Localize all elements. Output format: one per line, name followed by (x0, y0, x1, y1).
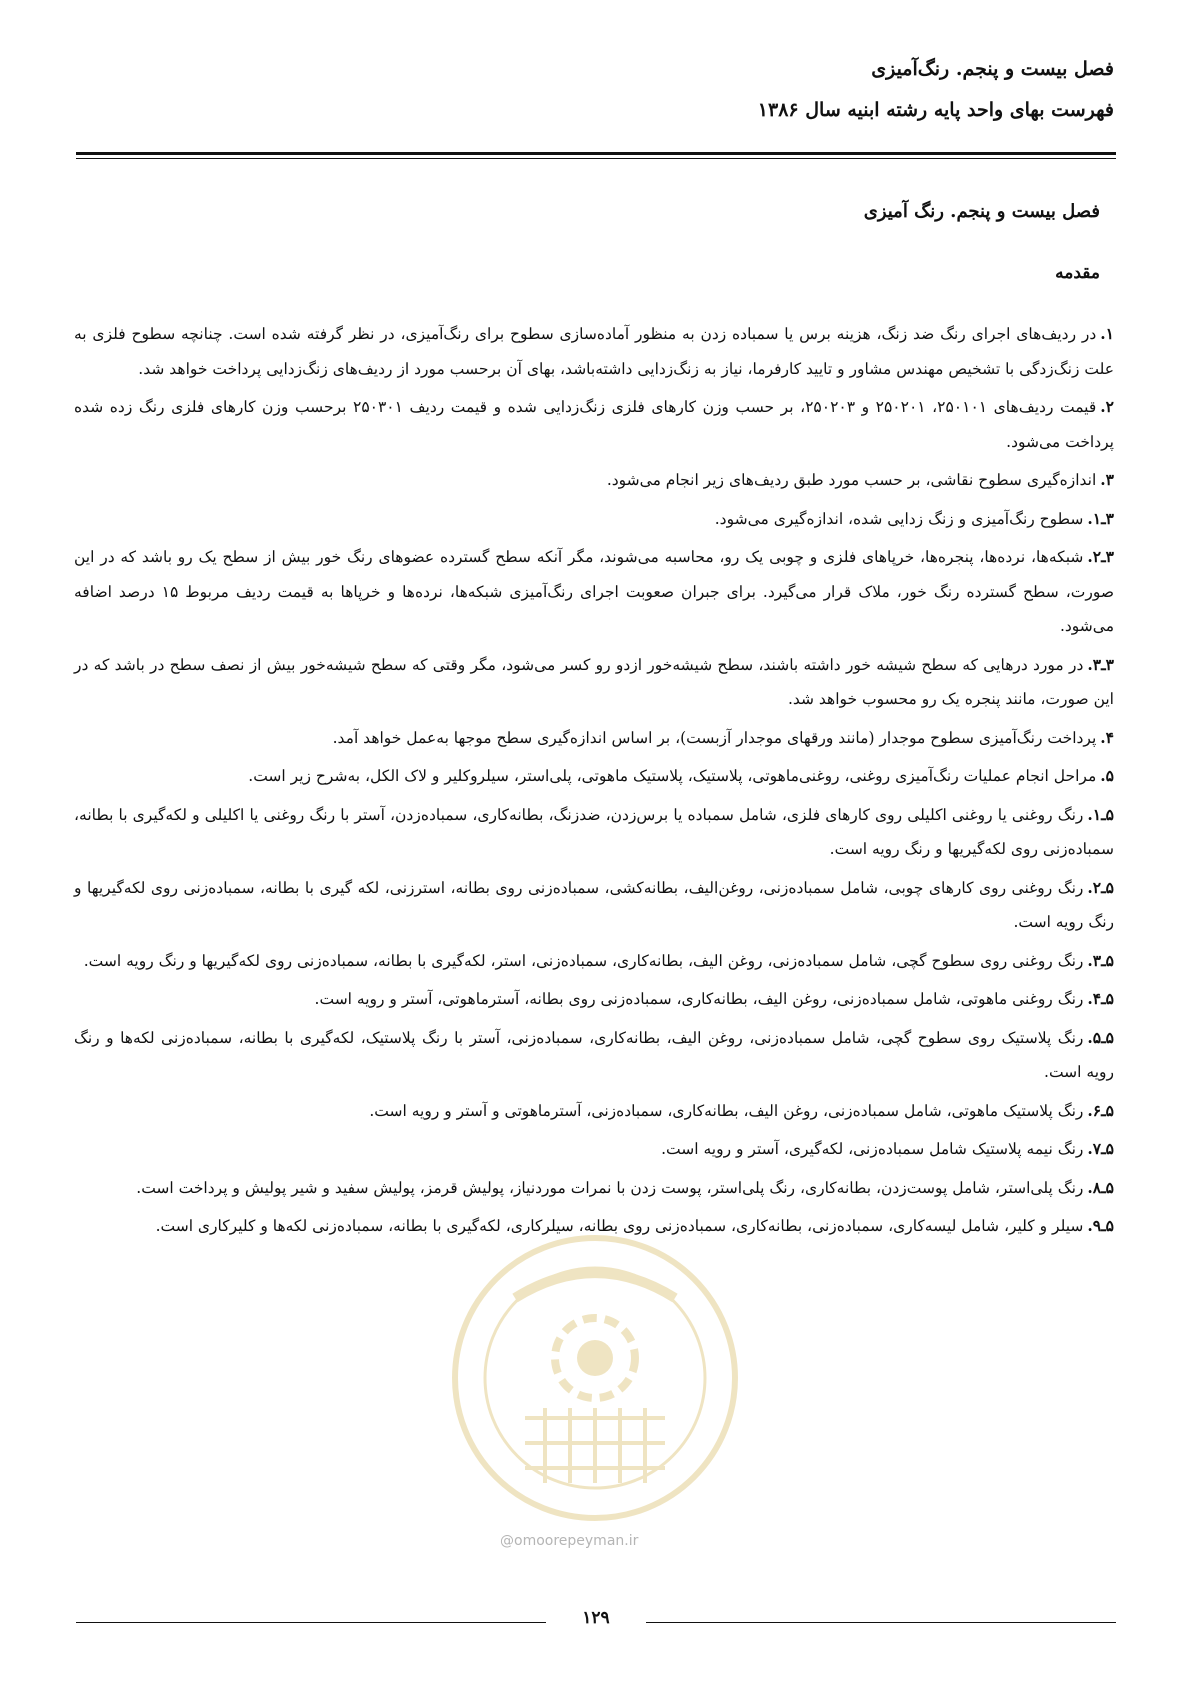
watermark-url: @omoorepeyman.ir (500, 1533, 639, 1549)
footer-rule-left (76, 1622, 546, 1623)
paragraph-number: ۵ـ۶. (1087, 1100, 1114, 1120)
paragraph-text: در مورد درهایی که سطح شیشه خور داشته باشند، سطح شیشه‌خور ازدو رو کسر می‌شود، مگر وقتی که سطح شیشه‌خور بیش از نصف سطح در باشد که در این صورت، مانند پنجره یک رو محسوب خواهد شد. (74, 655, 1114, 709)
paragraph (74, 798, 1114, 867)
paragraph-text: رنگ نیمه پلاستیک شامل سمباده‌زنی، لکه‌گیری، آستر و رویه است. (661, 1140, 1084, 1159)
paragraph-text: رنگ پلاستیک روی سطوح گچی، شامل سمباده‌زنی، روغن الیف، بطانه‌کاری، سمباده‌زنی، آستر با رنگ پلاستیک، لکه‌گیری با بطانه، سمباده‌زنی لکه‌ها و رنگ رویه است. (74, 1028, 1114, 1082)
paragraph-number: ۵. (1100, 766, 1114, 786)
paragraph-text: اندازه‌گیری سطوح نقاشی، بر حسب مورد طبق ردیف‌های زیر انجام می‌شود. (606, 471, 1097, 490)
paragraph-text: پرداخت رنگ‌آمیزی سطوح موجدار (مانند ورقهای موجدار آزبست)، بر اساس اندازه‌گیری سطح موجها به‌عمل خواهد آمد. (332, 728, 1097, 747)
paragraph (74, 759, 1114, 794)
paragraph (74, 982, 1114, 1017)
paragraph (74, 721, 1114, 756)
paragraph (74, 944, 1114, 979)
paragraph-text: رنگ روغنی یا روغنی اکلیلی روی کارهای فلزی، شامل سمباده یا برس‌زدن، ضدزنگ، بطانه‌کاری، سمباده‌زدن، آستر با رنگ روغنی یا اکلیلی و لکه‌گیری با بطانه، سمباده‌زنی روی لکه‌گیریها و رنگ رویه است. (74, 805, 1114, 859)
paragraph-text: رنگ پلاستیک ماهوتی، شامل سمباده‌زنی، روغن الیف، بطانه‌کاری، سمباده‌زنی، آسترماهوتی و آستر و رویه است. (369, 1101, 1084, 1120)
body-content (74, 200, 1114, 1248)
paragraph-text: در ردیف‌های اجرای رنگ ضد زنگ، هزینه برس یا سمباده زدن به منظور آماده‌سازی سطوح برای رنگ‌آمیزی، در نظر گرفته شده است. چنانچه سطوح فلزی به علت زنگ‌زدگی با تشخیص مهندس مشاور و تایید کارفرما، نیاز به زنگ‌زدایی داشته‌باشد، بهای آن برحسب مورد از ردیف‌های زنگ‌زدایی پرداخت خواهد شد. (74, 325, 1114, 378)
paragraph-number: ۳ـ۲. (1087, 547, 1114, 567)
paragraph (74, 1132, 1114, 1167)
paragraph (74, 1209, 1114, 1244)
paragraph-number: ۵ـ۵. (1087, 1027, 1114, 1047)
paragraph-number: ۴. (1100, 727, 1114, 747)
paragraph-text: رنگ روغنی روی کارهای چوبی، شامل سمباده‌زنی، روغن‌الیف، بطانه‌کشی، سمباده‌زنی روی بطانه، استرزنی، لکه گیری با بطانه، سمباده‌زنی روی لکه‌گیریها و رنگ رویه است. (74, 878, 1114, 932)
paragraph (74, 390, 1114, 459)
page-number: ۱۲۹ (582, 1608, 610, 1628)
page-footer (76, 1606, 1116, 1636)
paragraph-number: ۵ـ۹. (1087, 1216, 1114, 1236)
paragraph-text: مراحل انجام عملیات رنگ‌آمیزی روغنی، روغنی‌ماهوتی، پلاستیک، پلاستیک ماهوتی، پلی‌استر، سیلروکلیر و لاک الکل، به‌شرح زیر است. (248, 767, 1097, 786)
paragraph-number: ۵ـ۸. (1087, 1177, 1114, 1197)
header-rule-thick (76, 152, 1116, 155)
paragraph-number: ۵ـ۲. (1087, 877, 1114, 897)
paragraph-number: ۵ـ۱. (1087, 804, 1114, 824)
paragraph-text: رنگ پلی‌استر، شامل پوست‌زدن، بطانه‌کاری، رنگ پلی‌استر، پوست زدن با نمرات موردنیاز، پولیش قرمز، پولیش سفید و شیر پولیش و پرداخت است. (136, 1178, 1084, 1197)
running-header (74, 58, 1114, 122)
paragraph-text: رنگ روغنی ماهوتی، شامل سمباده‌زنی، روغن الیف، بطانه‌کاری، سمباده‌زنی روی بطانه، آسترماهوتی، آستر و رویه است. (314, 990, 1084, 1009)
paragraph (74, 1094, 1114, 1129)
paragraph-text: شبکه‌ها، نرده‌ها، پنجره‌ها، خرپاهای فلزی و چوبی یک رو، محاسبه می‌شوند، مگر آنکه سطح گسترده عضوهای رنگ خور بیش از سطح یک رو باشد که در این صورت، سطح گسترده رنگ خور، ملاک قرار می‌گیرد. برای جبران صعوبت اجرای رنگ‌آمیزی شبکه‌ها، نرده‌ها و خرپاها به قیمت ردیف مربوط ۱۵ درصد اضافه می‌شود. (74, 548, 1114, 636)
chapter-title: فصل بیست و پنجم. رنگ آمیزی (863, 201, 1100, 222)
paragraph-number: ۳ـ۳. (1087, 654, 1114, 674)
paragraph (74, 871, 1114, 940)
paragraph-number: ۵ـ۴. (1087, 989, 1114, 1009)
paragraph-text: رنگ روغنی روی سطوح گچی، شامل سمباده‌زنی، روغن الیف، بطانه‌کاری، سمباده‌زنی، استر، لکه‌گیری با بطانه، سمباده‌زنی روی لکه‌گیریها و رنگ رویه است. (83, 951, 1084, 970)
paragraph-number: ۱. (1100, 324, 1114, 344)
paragraph-text: سطوح رنگ‌آمیزی و زنگ زدایی شده، اندازه‌گیری می‌شود. (714, 509, 1084, 528)
paragraph (74, 648, 1114, 717)
paragraph (74, 317, 1114, 386)
paragraph (74, 540, 1114, 644)
paragraph-list (74, 317, 1114, 1244)
header-rule-thin (76, 158, 1116, 159)
paragraph-text: قیمت ردیف‌های ۲۵۰۱۰۱، ۲۵۰۲۰۱ و ۲۵۰۲۰۳، بر حسب وزن کارهای فلزی زنگ‌زدایی شده و قیمت ردیف ۲۵۰۳۰۱ برحسب وزن کارهای فلزی رنگ زده شده پرداخت می‌شود. (74, 398, 1114, 451)
intro-heading: مقدمه (1055, 263, 1100, 284)
footer-rule-right (646, 1622, 1116, 1623)
paragraph (74, 502, 1114, 537)
paragraph-text: سیلر و کلیر، شامل لیسه‌کاری، سمباده‌زنی، بطانه‌کاری، سمباده‌زنی روی بطانه، سیلرکاری، لکه‌گیری با بطانه، سمباده‌زنی لکه‌ها و کلیرکاری است. (155, 1217, 1084, 1236)
paragraph-number: ۳ـ۱. (1087, 508, 1114, 528)
paragraph (74, 463, 1114, 498)
paragraph-number: ۳. (1100, 470, 1114, 490)
running-header-chapter: فصل بیست و پنجم. رنگ‌آمیزی (871, 58, 1114, 80)
paragraph (74, 1021, 1114, 1090)
watermark-seal (445, 1228, 745, 1528)
paragraph-number: ۲. (1100, 397, 1114, 417)
paragraph-number: ۵ـ۳. (1087, 950, 1114, 970)
running-header-book-title: فهرست بهای واحد پایه رشته ابنیه سال ۱۳۸۶ (757, 98, 1114, 121)
paragraph (74, 1171, 1114, 1206)
paragraph-number: ۵ـ۷. (1087, 1139, 1114, 1159)
